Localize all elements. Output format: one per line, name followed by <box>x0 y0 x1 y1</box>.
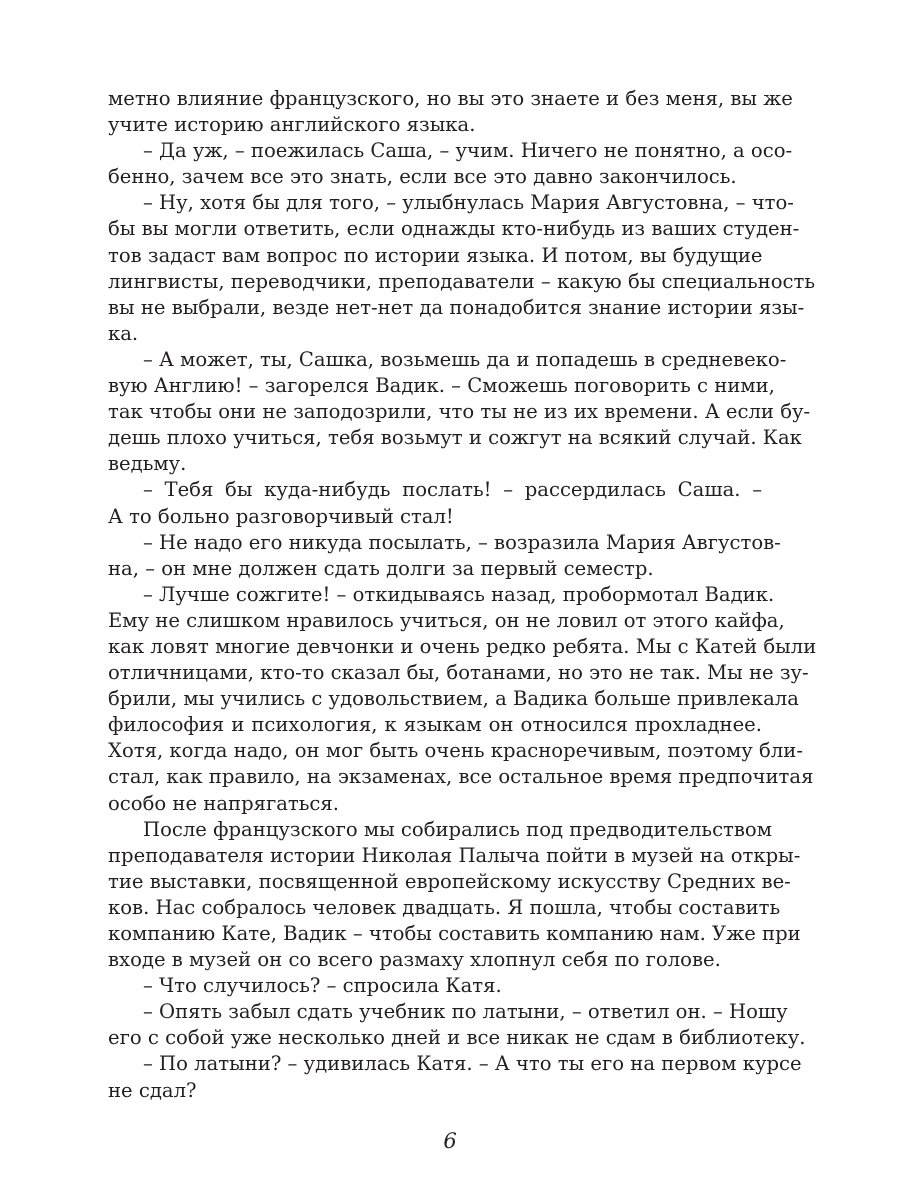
paragraph <box>108 973 762 999</box>
text-line: ка. <box>108 321 139 345</box>
paragraph <box>108 999 806 1051</box>
text-line: учите историю английского языка. <box>108 113 476 137</box>
text-line: преподавателя истории Николая Палыча пойти в музей на откры- <box>108 843 801 867</box>
page-body-text <box>108 86 817 1104</box>
text-line: так чтобы они не заподозрили, что ты не из их времени. А если бу- <box>108 400 811 424</box>
text-line: на, – он мне должен сдать долги за первый семестр. <box>108 556 654 580</box>
paragraph <box>108 347 811 477</box>
text-line: ведьму. <box>108 452 187 476</box>
text-line: лингвисты, переводчики, преподаватели – какую бы специальность <box>108 269 815 293</box>
text-line: – А может, ты, Сашка, возьмешь да и попадешь в средневеко- <box>143 347 787 371</box>
text-line: Ему не слишком нравилось учиться, он не ловил от этого кайфа, <box>108 608 785 632</box>
text-line: философия и психология, к языкам он относился прохладнее. <box>108 713 762 737</box>
text-line: стал, как правило, на экзаменах, все остальное время предпочитая <box>108 765 814 789</box>
text-line: компанию Кате, Вадик – чтобы составить компанию нам. Уже при <box>108 922 801 945</box>
paragraph <box>108 138 793 190</box>
text-line: особо не напрягаться. <box>108 791 339 815</box>
text-line: брили, мы учились с удовольствием, а Вадика больше привлекала <box>108 687 799 711</box>
text-line: – Тебя бы куда-нибудь послать! – рассердилась Саша. – <box>143 478 762 502</box>
text-line: – Да уж, – поежилась Саша, – учим. Ничего не понятно, а осо- <box>143 139 793 163</box>
text-line: бы вы могли ответить, если однажды кто-нибудь из ваших студен- <box>108 217 800 241</box>
text-line: Хотя, когда надо, он мог быть очень красноречивым, поэтому бли- <box>108 739 803 763</box>
text-line: А то больно разговорчивый стал! <box>108 504 454 528</box>
paragraph <box>108 1051 802 1103</box>
text-line: – Опять забыл сдать учебник по латыни, – ответил он. – Ношу <box>143 1000 788 1024</box>
text-line: вую Англию! – загорелся Вадик. – Сможешь поговорить с ними, <box>108 374 775 398</box>
text-line: входе в музей он со всего размаху хлопнул себя по голове. <box>108 948 721 972</box>
text-line: тие выставки, посвященной европейскому искусству Средних ве- <box>108 869 791 893</box>
text-line: дешь плохо учиться, тебя возьмут и сожгут на всякий случай. Как <box>108 426 802 450</box>
paragraph <box>108 530 781 582</box>
paragraph <box>108 582 817 817</box>
text-line: – Не надо его никуда посылать, – возразила Мария Августов- <box>143 530 781 554</box>
text-line: как ловят многие девчонки и очень редко ребята. Мы с Катей были <box>108 634 817 658</box>
paragraph <box>108 817 801 974</box>
paragraph <box>108 190 815 347</box>
text-line: ков. Нас собралось человек двадцать. Я пошла, чтобы составить <box>108 895 781 919</box>
text-line: После французского мы собирались под предводительством <box>143 817 772 841</box>
paragraph <box>108 477 762 529</box>
text-line: – Лучше сожгите! – откидываясь назад, пробормотал Вадик. <box>143 582 775 606</box>
text-line: – По латыни? – удивилась Катя. – А что ты его на первом курсе <box>143 1052 802 1076</box>
text-line: метно влияние французского, но вы это знаете и без меня, вы же <box>108 87 793 110</box>
paragraph <box>108 86 793 138</box>
page-number: 6 <box>443 1129 457 1153</box>
text-line: отличницами, кто-то сказал бы, ботанами, но это не так. Мы не зу- <box>108 661 809 685</box>
text-line: тов задаст вам вопрос по истории языка. И потом, вы будущие <box>108 243 763 267</box>
text-line: бенно, зачем все это знать, если все это давно закончилось. <box>108 165 737 189</box>
text-line: вы не выбрали, везде нет-нет да понадобится знание истории язы- <box>108 295 805 319</box>
text-line: – Ну, хотя бы для того, – улыбнулась Мария Августовна, – что- <box>143 191 794 215</box>
text-line: его с собой уже несколько дней и все никак не сдам в библиотеку. <box>108 1026 806 1050</box>
text-line: не сдал? <box>108 1078 197 1102</box>
text-line: – Что случилось? – спросила Катя. <box>143 974 502 998</box>
